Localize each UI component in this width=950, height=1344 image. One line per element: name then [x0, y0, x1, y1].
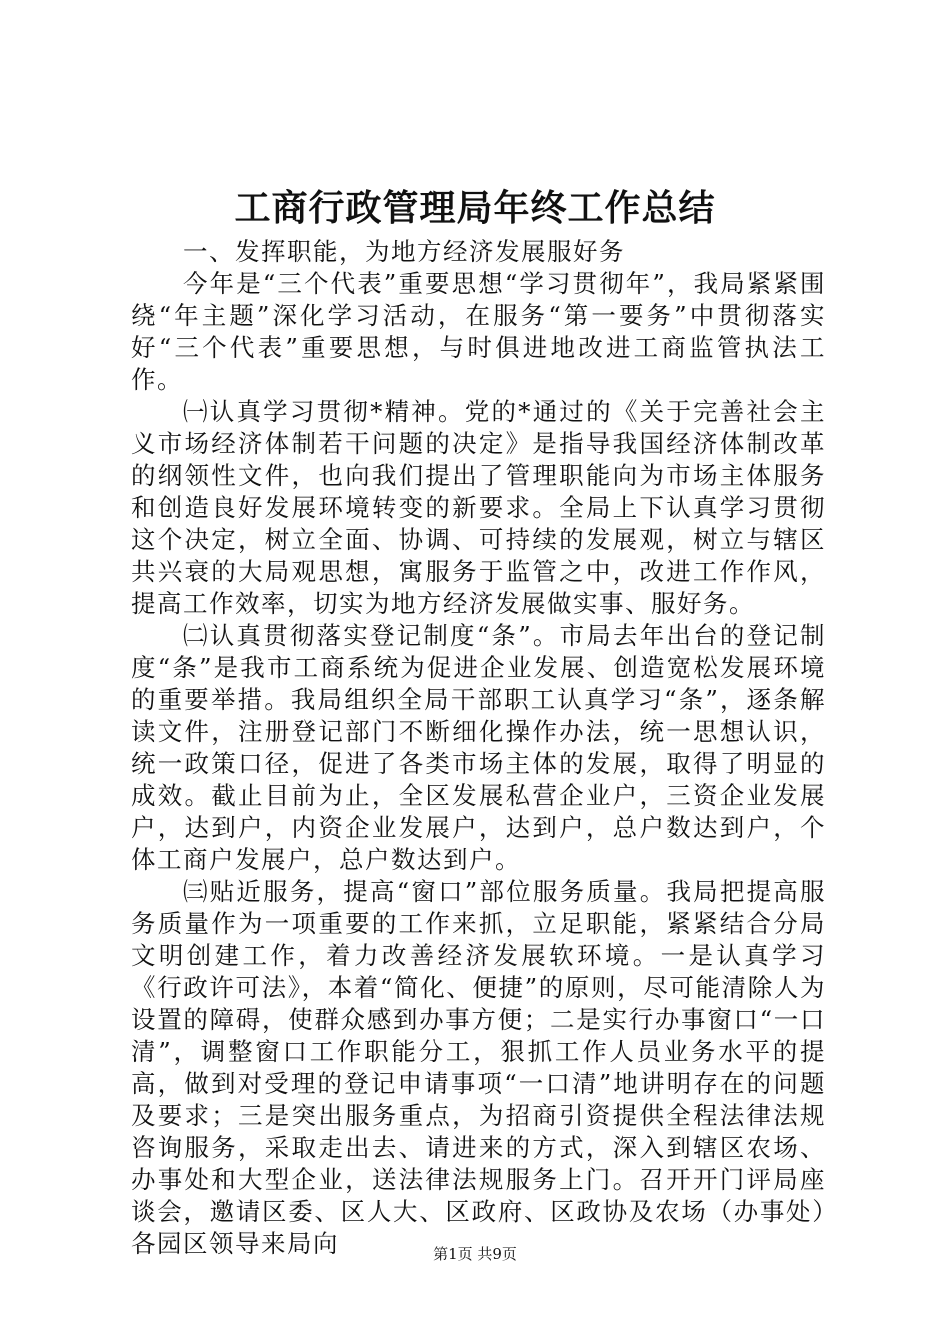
paragraph: ㈢贴近服务，提高“窗口”部位服务质量。我局把提高服务质量作为一项重要的工作来抓，立足职能，紧紧结合分局文明创建工作，着力改善经济发展软环境。一是认真学习《行政许可法》，本着“简化、便捷”的原则，尽可能清除人为设置的障碍，使群众感到办事方便；二是实行办事窗口“一口清”，调整窗口工作职能分工，狠抓工作人员业务水平的提高，做到对受理的登记申请事项“一口清”地讲明存在的问题及要求；三是突出服务重点，为招商引资提供全程法律法规咨询服务，采取走出去、请进来的方式，深入到辖区农场、办事处和大型企业，送法律法规服务上门。召开开门评局座谈会，邀请区委、区人大、区政府、区政协及农场（办事处）各园区领导来局向: [131, 877, 826, 1258]
page-number-footer: 第1页 共9页: [433, 1245, 517, 1263]
section-heading: 一、发挥职能，为地方经济发展服好务: [183, 237, 625, 266]
paragraph: 今年是“三个代表”重要思想“学习贯彻年”，我局紧紧围绕“年主题”深化学习活动，在服务“第一要务”中贯彻落实好“三个代表”重要思想，与时俱进地改进工商监管执法工作。: [131, 269, 826, 394]
document-body: [131, 236, 826, 1260]
paragraph: ㈡认真贯彻落实登记制度“条”。市局去年出台的登记制度“条”是我市工商系统为促进企业发展、创造宽松发展环境的重要举措。我局组织全局干部职工认真学习“条”，逐条解读文件，注册登记部门不断细化操作办法，统一思想认识，统一政策口径，促进了各类市场主体的发展，取得了明显的成效。截止目前为止，全区发展私营企业户，三资企业发展户，达到户，内资企业发展户，达到户，总户数达到户，个体工商户发展户，总户数达到户。: [131, 621, 826, 874]
document-title: 工商行政管理局年终工作总结: [234, 187, 716, 229]
paragraph: ㈠认真学习贯彻*精神。党的*通过的《关于完善社会主义市场经济体制若干问题的决定》是指导我国经济体制改革的纲领性文件，也向我们提出了管理职能向为市场主体服务和创造良好发展环境转变的新要求。全局上下认真学习贯彻这个决定，树立全面、协调、可持续的发展观，树立与辖区共兴衰的大局观思想，寓服务于监管之中，改进工作作风，提高工作效率，切实为地方经济发展做实事、服好务。: [131, 397, 826, 618]
